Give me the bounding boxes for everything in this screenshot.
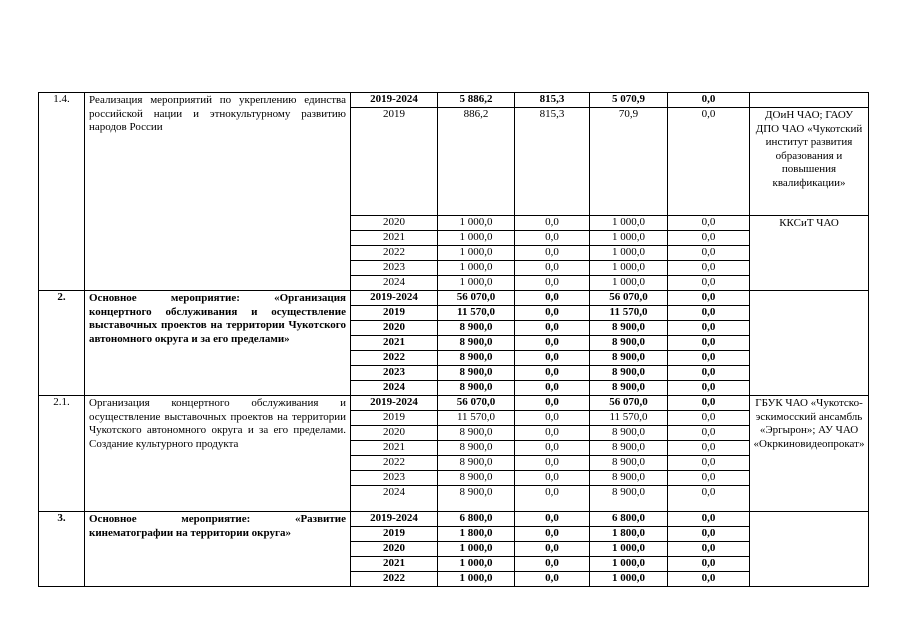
federal-budget-cell: 0,0 bbox=[515, 557, 590, 572]
other-sources-cell: 0,0 bbox=[668, 336, 750, 351]
federal-budget-cell: 0,0 bbox=[515, 486, 590, 512]
other-sources-cell: 0,0 bbox=[668, 366, 750, 381]
year-cell: 2019-2024 bbox=[351, 291, 438, 306]
other-sources-cell: 0,0 bbox=[668, 216, 750, 231]
year-cell: 2019 bbox=[351, 108, 438, 216]
other-sources-cell: 0,0 bbox=[668, 396, 750, 411]
regional-budget-cell: 8 900,0 bbox=[590, 426, 668, 441]
other-sources-cell: 0,0 bbox=[668, 471, 750, 486]
total-cell: 5 886,2 bbox=[438, 93, 515, 108]
regional-budget-cell: 1 000,0 bbox=[590, 557, 668, 572]
regional-budget-cell: 1 000,0 bbox=[590, 276, 668, 291]
federal-budget-cell: 0,0 bbox=[515, 572, 590, 587]
other-sources-cell: 0,0 bbox=[668, 306, 750, 321]
total-cell: 56 070,0 bbox=[438, 396, 515, 411]
federal-budget-cell: 815,3 bbox=[515, 93, 590, 108]
activity-name: Реализация мероприятий по укреплению единства российской нации и этнокультурному развитию народов России bbox=[85, 93, 351, 291]
activity-name: Основное мероприятие: «Организация концертного обслуживания и осуществление выставочных проектов на территории Чукотского автономного округа и за его пределами» bbox=[85, 291, 351, 396]
other-sources-cell: 0,0 bbox=[668, 291, 750, 306]
year-cell: 2019 bbox=[351, 306, 438, 321]
federal-budget-cell: 0,0 bbox=[515, 411, 590, 426]
year-cell: 2019-2024 bbox=[351, 512, 438, 527]
other-sources-cell: 0,0 bbox=[668, 321, 750, 336]
year-cell: 2019-2024 bbox=[351, 93, 438, 108]
year-cell: 2020 bbox=[351, 426, 438, 441]
federal-budget-cell: 0,0 bbox=[515, 231, 590, 246]
year-cell: 2019 bbox=[351, 527, 438, 542]
total-cell: 8 900,0 bbox=[438, 321, 515, 336]
total-cell: 8 900,0 bbox=[438, 366, 515, 381]
executor-cell bbox=[750, 93, 869, 108]
regional-budget-cell: 5 070,9 bbox=[590, 93, 668, 108]
year-cell: 2019 bbox=[351, 411, 438, 426]
executor-cell bbox=[750, 512, 869, 587]
other-sources-cell: 0,0 bbox=[668, 108, 750, 216]
total-cell: 11 570,0 bbox=[438, 306, 515, 321]
regional-budget-cell: 8 900,0 bbox=[590, 321, 668, 336]
other-sources-cell: 0,0 bbox=[668, 261, 750, 276]
total-cell: 1 000,0 bbox=[438, 246, 515, 261]
other-sources-cell: 0,0 bbox=[668, 456, 750, 471]
year-cell: 2020 bbox=[351, 216, 438, 231]
executor-cell bbox=[750, 291, 869, 396]
year-cell: 2021 bbox=[351, 336, 438, 351]
year-cell: 2021 bbox=[351, 557, 438, 572]
other-sources-cell: 0,0 bbox=[668, 512, 750, 527]
other-sources-cell: 0,0 bbox=[668, 381, 750, 396]
regional-budget-cell: 1 000,0 bbox=[590, 542, 668, 557]
regional-budget-cell: 8 900,0 bbox=[590, 366, 668, 381]
total-cell: 8 900,0 bbox=[438, 426, 515, 441]
other-sources-cell: 0,0 bbox=[668, 426, 750, 441]
federal-budget-cell: 0,0 bbox=[515, 216, 590, 231]
other-sources-cell: 0,0 bbox=[668, 441, 750, 456]
year-cell: 2023 bbox=[351, 471, 438, 486]
other-sources-cell: 0,0 bbox=[668, 557, 750, 572]
regional-budget-cell: 1 000,0 bbox=[590, 231, 668, 246]
total-cell: 1 000,0 bbox=[438, 542, 515, 557]
regional-budget-cell: 1 000,0 bbox=[590, 572, 668, 587]
executor-cell: ККСиТ ЧАО bbox=[750, 216, 869, 291]
federal-budget-cell: 0,0 bbox=[515, 456, 590, 471]
total-cell: 1 000,0 bbox=[438, 216, 515, 231]
total-cell: 8 900,0 bbox=[438, 456, 515, 471]
other-sources-cell: 0,0 bbox=[668, 276, 750, 291]
year-cell: 2024 bbox=[351, 381, 438, 396]
federal-budget-cell: 0,0 bbox=[515, 336, 590, 351]
regional-budget-cell: 56 070,0 bbox=[590, 396, 668, 411]
row-number: 2. bbox=[39, 291, 85, 396]
federal-budget-cell: 0,0 bbox=[515, 512, 590, 527]
federal-budget-cell: 0,0 bbox=[515, 527, 590, 542]
year-cell: 2022 bbox=[351, 456, 438, 471]
other-sources-cell: 0,0 bbox=[668, 572, 750, 587]
total-cell: 1 000,0 bbox=[438, 557, 515, 572]
regional-budget-cell: 8 900,0 bbox=[590, 441, 668, 456]
regional-budget-cell: 8 900,0 bbox=[590, 471, 668, 486]
activity-name: Основное мероприятие: «Развитие кинематографии на территории округа» bbox=[85, 512, 351, 587]
regional-budget-cell: 1 000,0 bbox=[590, 246, 668, 261]
row-number: 3. bbox=[39, 512, 85, 587]
other-sources-cell: 0,0 bbox=[668, 231, 750, 246]
total-cell: 6 800,0 bbox=[438, 512, 515, 527]
activity-name: Организация концертного обслуживания и осуществление выставочных проектов на территории Чукотского автономного округа и за его пределами. Создание культурного продукта bbox=[85, 396, 351, 512]
federal-budget-cell: 0,0 bbox=[515, 276, 590, 291]
year-cell: 2020 bbox=[351, 542, 438, 557]
regional-budget-cell: 8 900,0 bbox=[590, 486, 668, 512]
regional-budget-cell: 6 800,0 bbox=[590, 512, 668, 527]
other-sources-cell: 0,0 bbox=[668, 542, 750, 557]
year-cell: 2020 bbox=[351, 321, 438, 336]
regional-budget-cell: 8 900,0 bbox=[590, 336, 668, 351]
federal-budget-cell: 815,3 bbox=[515, 108, 590, 216]
regional-budget-cell: 11 570,0 bbox=[590, 306, 668, 321]
federal-budget-cell: 0,0 bbox=[515, 542, 590, 557]
total-cell: 8 900,0 bbox=[438, 471, 515, 486]
year-cell: 2022 bbox=[351, 351, 438, 366]
regional-budget-cell: 8 900,0 bbox=[590, 381, 668, 396]
federal-budget-cell: 0,0 bbox=[515, 426, 590, 441]
total-cell: 8 900,0 bbox=[438, 486, 515, 512]
regional-budget-cell: 1 000,0 bbox=[590, 261, 668, 276]
federal-budget-cell: 0,0 bbox=[515, 441, 590, 456]
total-cell: 8 900,0 bbox=[438, 441, 515, 456]
federal-budget-cell: 0,0 bbox=[515, 306, 590, 321]
federal-budget-cell: 0,0 bbox=[515, 291, 590, 306]
other-sources-cell: 0,0 bbox=[668, 93, 750, 108]
regional-budget-cell: 11 570,0 bbox=[590, 411, 668, 426]
year-cell: 2023 bbox=[351, 366, 438, 381]
funding-table bbox=[38, 92, 869, 587]
total-cell: 56 070,0 bbox=[438, 291, 515, 306]
federal-budget-cell: 0,0 bbox=[515, 246, 590, 261]
executor-cell: ГБУК ЧАО «Чукотско-эскимосский ансамбль «Эргырон»; АУ ЧАО «Окркиновидеопрокат» bbox=[750, 396, 869, 512]
federal-budget-cell: 0,0 bbox=[515, 366, 590, 381]
total-cell: 886,2 bbox=[438, 108, 515, 216]
year-cell: 2022 bbox=[351, 572, 438, 587]
other-sources-cell: 0,0 bbox=[668, 246, 750, 261]
row-number: 1.4. bbox=[39, 93, 85, 291]
regional-budget-cell: 1 000,0 bbox=[590, 216, 668, 231]
other-sources-cell: 0,0 bbox=[668, 486, 750, 512]
executor-cell: ДОиН ЧАО; ГАОУ ДПО ЧАО «Чукотский институт развития образования и повышения квалификации» bbox=[750, 108, 869, 216]
total-cell: 1 000,0 bbox=[438, 276, 515, 291]
total-cell: 8 900,0 bbox=[438, 336, 515, 351]
total-cell: 1 800,0 bbox=[438, 527, 515, 542]
federal-budget-cell: 0,0 bbox=[515, 261, 590, 276]
total-cell: 11 570,0 bbox=[438, 411, 515, 426]
year-cell: 2022 bbox=[351, 246, 438, 261]
federal-budget-cell: 0,0 bbox=[515, 471, 590, 486]
total-cell: 8 900,0 bbox=[438, 381, 515, 396]
other-sources-cell: 0,0 bbox=[668, 411, 750, 426]
regional-budget-cell: 8 900,0 bbox=[590, 351, 668, 366]
year-cell: 2019-2024 bbox=[351, 396, 438, 411]
other-sources-cell: 0,0 bbox=[668, 351, 750, 366]
total-cell: 8 900,0 bbox=[438, 351, 515, 366]
other-sources-cell: 0,0 bbox=[668, 527, 750, 542]
federal-budget-cell: 0,0 bbox=[515, 381, 590, 396]
regional-budget-cell: 1 800,0 bbox=[590, 527, 668, 542]
total-cell: 1 000,0 bbox=[438, 261, 515, 276]
federal-budget-cell: 0,0 bbox=[515, 396, 590, 411]
federal-budget-cell: 0,0 bbox=[515, 321, 590, 336]
regional-budget-cell: 8 900,0 bbox=[590, 456, 668, 471]
federal-budget-cell: 0,0 bbox=[515, 351, 590, 366]
year-cell: 2023 bbox=[351, 261, 438, 276]
year-cell: 2021 bbox=[351, 441, 438, 456]
year-cell: 2021 bbox=[351, 231, 438, 246]
row-number: 2.1. bbox=[39, 396, 85, 512]
year-cell: 2024 bbox=[351, 276, 438, 291]
year-cell: 2024 bbox=[351, 486, 438, 512]
total-cell: 1 000,0 bbox=[438, 231, 515, 246]
regional-budget-cell: 70,9 bbox=[590, 108, 668, 216]
regional-budget-cell: 56 070,0 bbox=[590, 291, 668, 306]
total-cell: 1 000,0 bbox=[438, 572, 515, 587]
